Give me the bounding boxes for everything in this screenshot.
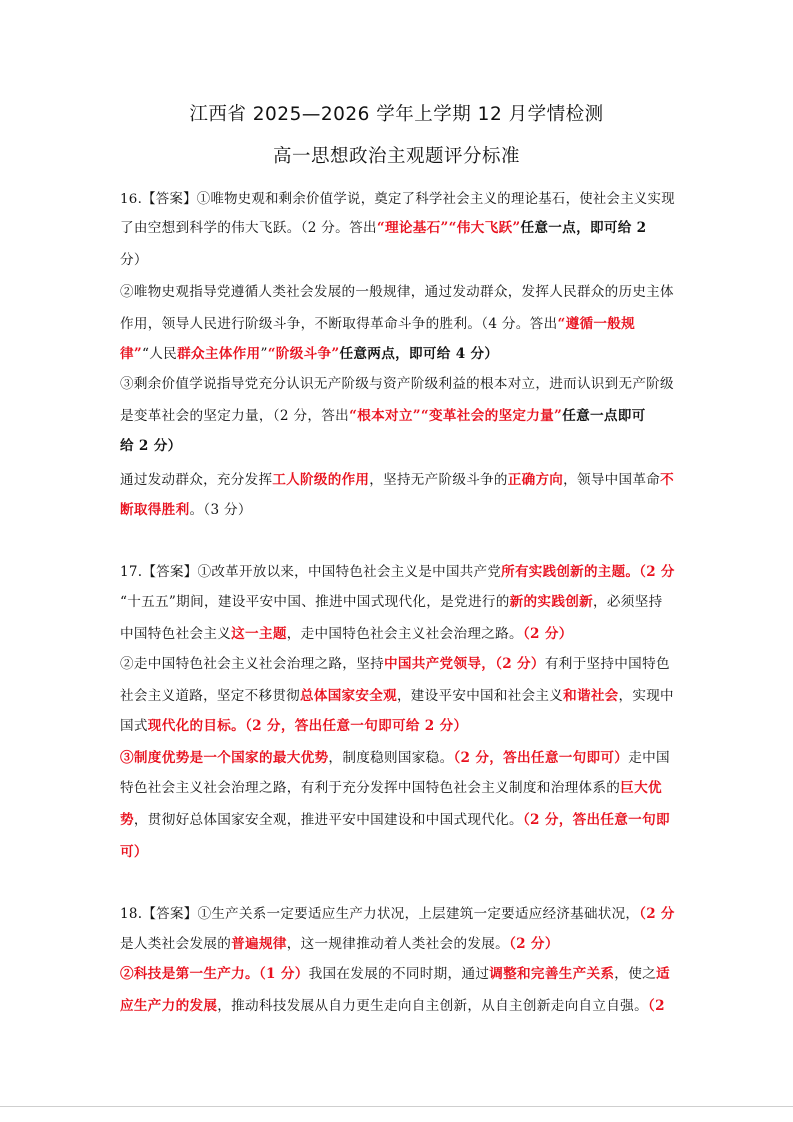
answer-text-segment: 17.【答案】①改革开放以来，中国特色社会主义是中国共产党	[120, 564, 502, 580]
answer-line	[120, 590, 662, 610]
answer-line	[120, 248, 148, 268]
answer-text-segment: ，坚持无产阶级斗争的	[369, 472, 508, 488]
answer-line	[120, 342, 498, 362]
scoring-point-text: 制度优势是一个国家的最大优势	[133, 750, 329, 766]
answer-text-segment: ”	[260, 346, 268, 362]
answer-text-segment: 中国特色社会主义	[120, 626, 232, 642]
answer-text-segment: 有利于坚持中国特色	[544, 656, 670, 672]
answer-text-segment: 分）	[120, 252, 148, 268]
answer-line	[120, 434, 182, 454]
scoring-point-text: 适	[655, 966, 670, 982]
scoring-point-text: 势	[120, 812, 134, 828]
scoring-point-text: 可）	[120, 844, 148, 860]
answer-text-segment: 特色社会主义社会治理之路，有利于充分发挥中国特色社会主义制度和治理体系的	[120, 780, 621, 796]
answer-line	[120, 902, 675, 922]
scoring-point-text: （2 分	[639, 906, 675, 922]
scoring-point-text: 新的实践创新	[509, 594, 594, 610]
answer-text-segment: ，这一规律推动着人类社会的发展。	[286, 936, 510, 952]
answer-text-segment: 作用，领导人民进行阶级斗争，不断取得革命斗争的胜利。（4 分。答出	[120, 316, 558, 332]
page-subtitle: 高一思想政治主观题评分标准	[272, 146, 520, 167]
scoring-point-text: 这一主题	[231, 626, 287, 642]
answer-line	[120, 776, 662, 796]
answer-line	[120, 560, 675, 580]
scoring-point-text: “根本对立”“变革社会的坚定力量”	[349, 408, 563, 424]
answer-line	[120, 994, 665, 1014]
scoring-point-text: 正确方向	[507, 472, 564, 488]
answer-text-segment: ，实现中	[618, 688, 674, 704]
answer-line	[120, 404, 646, 424]
answer-text-segment: ，推动科技发展从自力更生走向自主创新，从自主创新走向自立自强。	[217, 998, 648, 1014]
scoring-point-text: （2	[647, 998, 665, 1014]
answer-text-segment: ，走中国特色社会主义社会治理之路。	[286, 626, 523, 642]
answer-line	[120, 468, 674, 488]
scoring-point-text: （2 分）	[509, 936, 559, 952]
scoring-point-text: 所有实践创新的主题。（2 分	[501, 564, 675, 580]
scoring-point-text: 和谐社会	[563, 688, 619, 704]
answer-text-segment: ，使之	[614, 966, 656, 982]
scoring-point-text: “遵循一般规	[557, 316, 636, 332]
scoring-point-text: 科技是第一生产力。（1 分）	[133, 966, 309, 982]
answer-text-segment: 任意两点，即可给 4 分）	[339, 346, 499, 362]
answer-text-segment: “十五五”期间，建设平安中国、推进中国式现代化，是党进行的	[120, 594, 510, 610]
answer-line	[120, 372, 674, 392]
answer-line	[120, 746, 670, 766]
answer-text-segment: 18.【答案】①生产关系一定要适应生产力状况，上层建筑一定要适应经济基础状况，	[120, 906, 640, 922]
answer-text-segment: ③剩余价值学说指导党充分认识无产阶级与资产阶级利益的根本对立，进而认识到无产阶级	[120, 376, 674, 392]
answer-line	[120, 714, 467, 734]
page-divider	[0, 1106, 793, 1107]
answer-text-segment: ，必须坚持	[593, 594, 663, 610]
answer-text-segment: 16.【答案】①唯物史观和剩余价值学说，奠定了科学社会主义的理论基石，使社会主义实现	[120, 192, 675, 207]
scoring-point-text: 应生产力的发展	[120, 998, 218, 1014]
answer-text-segment: 国式	[120, 718, 148, 734]
answer-line	[120, 684, 674, 704]
answer-line	[120, 216, 646, 236]
scoring-point-text: 现代化的目标。（2 分，答出任意一句即可给 2 分）	[147, 718, 468, 734]
answer-text-segment: 通过发动群众，充分发挥	[120, 472, 273, 488]
page-title: 江西省 2025—2026 学年上学期 12 月学情检测	[189, 104, 604, 125]
answer-text-segment: “人民	[142, 346, 178, 362]
answer-text-segment: 任意一点即可	[562, 408, 646, 424]
scoring-point-text: 中国共产党领导，（2 分）	[383, 656, 545, 672]
scoring-point-text: ②	[120, 966, 134, 982]
answer-line	[120, 962, 670, 982]
answer-text-segment: ，贯彻好总体国家安全观，推进平安中国建设和中国式现代化。	[133, 812, 523, 828]
scoring-point-text: （2 分）	[522, 626, 573, 642]
scoring-point-text: （2 分，答出任意一句即	[522, 812, 670, 828]
scoring-point-text: 断取得胜利	[120, 502, 190, 518]
scoring-point-text: 调整和完善生产关系	[489, 966, 615, 982]
answer-line	[120, 312, 635, 332]
answer-text-segment: 走中国	[628, 750, 670, 766]
answer-text-segment: 是变革社会的坚定力量，（2 分，答出	[120, 408, 350, 424]
scoring-point-text: 群众主体作用	[177, 346, 261, 362]
answer-text-segment: ②走中国特色社会主义社会治理之路，坚持	[120, 656, 384, 672]
answer-line	[120, 280, 674, 300]
answer-line	[120, 808, 670, 828]
answer-line	[120, 652, 670, 672]
answer-text-segment: 了由空想到科学的伟大飞跃。（2 分。答出	[120, 220, 377, 236]
scoring-point-text: “阶级斗争”	[267, 346, 340, 362]
answer-line	[120, 840, 148, 860]
answer-line	[120, 622, 573, 642]
scoring-point-text: 律”	[120, 346, 143, 362]
answer-text-segment: 任意一点，即可给 2	[520, 220, 647, 236]
answer-line	[120, 498, 252, 518]
scoring-point-text: “理论基石”“伟大飞跃”	[376, 220, 521, 236]
scoring-point-text: 不	[660, 472, 674, 488]
answer-text-segment: 给 2 分）	[120, 438, 182, 454]
answer-line	[120, 188, 675, 207]
answer-text-segment: 我国在发展的不同时期，通过	[308, 966, 490, 982]
answer-line	[120, 932, 559, 952]
scoring-point-text: 普遍规律	[231, 936, 287, 952]
answer-text-segment: ②唯物史观指导党遵循人类社会发展的一般规律，通过发动群众，发挥人民群众的历史主体	[120, 284, 674, 300]
answer-text-segment: 社会主义道路，坚定不移贯彻	[120, 688, 301, 704]
scoring-point-text: （2 分，答出任意一句即可）	[453, 750, 629, 766]
scoring-point-text: ③	[120, 750, 134, 766]
scoring-point-text: 工人阶级的作用	[272, 472, 370, 488]
scoring-point-text: 巨大优	[620, 780, 662, 796]
answer-text-segment: 是人类社会发展的	[120, 936, 232, 952]
scoring-point-text: 总体国家安全观	[300, 688, 397, 704]
answer-text-segment: ，制度稳则国家稳。	[328, 750, 454, 766]
answer-text-segment: ，建设平安中国和社会主义	[396, 688, 564, 704]
answer-text-segment: 。（3 分）	[189, 502, 252, 518]
answer-text-segment: ，领导中国革命	[563, 472, 661, 488]
